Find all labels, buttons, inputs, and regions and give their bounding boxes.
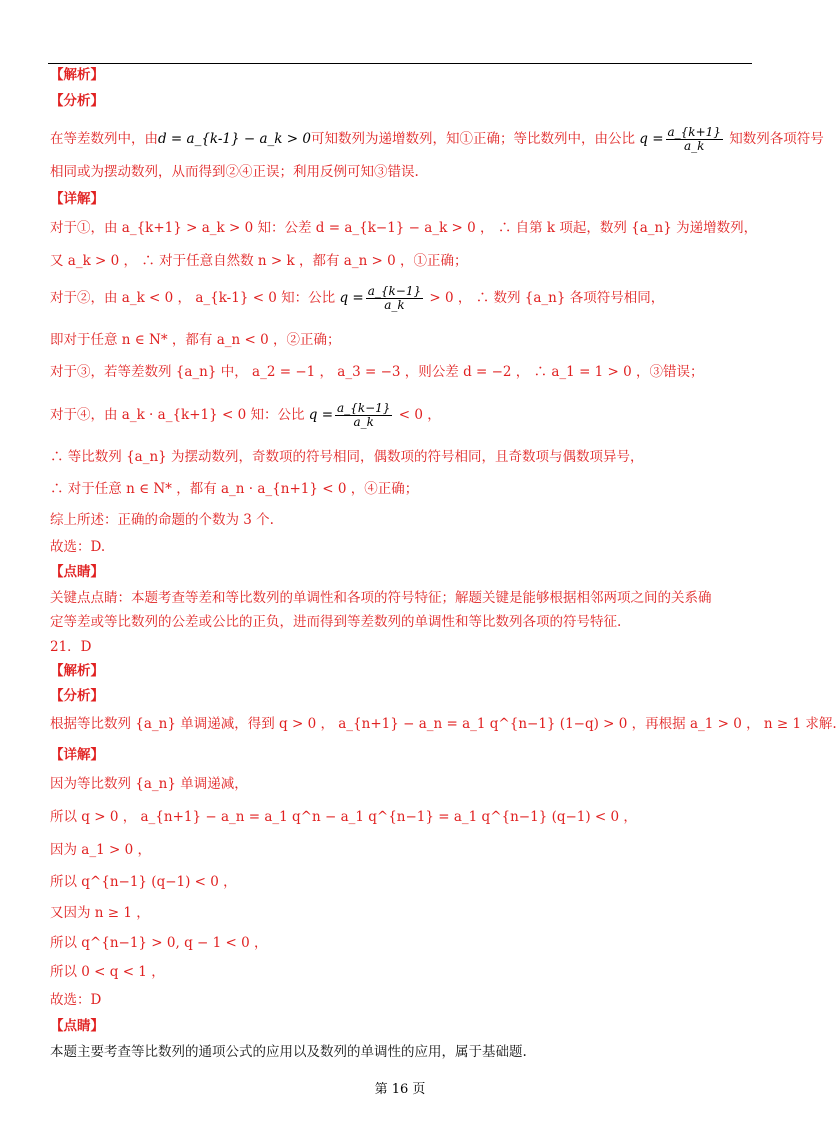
detail-line-1: 对于①，由 a_{k+1} > a_k > 0 知：公差 d = a_{k−1} − a_k > 0 ， ∴ 自第 k 项起，数列 {a_n} 为递增数列， <box>50 220 758 236</box>
analysis-line-1: 在等差数列中，由d = a_{k-1} − a_k > 0可知数列为递增数列，知①正确；等比数列中，由公比 q = $\frac{a\_\{k+1\}}{a\_k}$ 知数列各项符号 <box>50 125 824 153</box>
detail-21-line-7: 所以 0 < q < 1 ， <box>50 964 165 980</box>
section-heading-detail-21: 【详解】 <box>50 747 104 763</box>
analysis-line-2: 相同或为摆动数列，从而得到②④正误；利用反例可知③错误. <box>50 164 419 180</box>
ratio-fraction-3: q = $\frac{a\_\{k-1\}}{a\_k}$ <box>308 401 391 429</box>
top-rule <box>48 63 752 64</box>
section-heading-outline-21: 【分析】 <box>50 688 104 704</box>
answer-line: 故选：D. <box>50 539 106 555</box>
detail-21-line-2: 所以 q > 0 ， a_{n+1} − a_n = a_1 q^n − a_1 q^{n−1} = a_1 q^{n−1} (q−1) < 0 ， <box>50 809 637 825</box>
detail-line-8: ∴ 对于任意 n ∈ N* ，都有 a_n · a_{n+1} < 0 ，④正确； <box>50 481 419 497</box>
detail-line-6: 对于④，由 a_k · a_{k+1} < 0 知：公比 q = $\frac{a\_\{k-1\}}{a\_k}$ < 0 ， <box>50 401 441 429</box>
conclusion-line: 综上所述：正确的命题的个数为 3 个. <box>50 512 274 528</box>
outline-21-line: 根据等比数列 {a_n} 单调递减，得到 q > 0 ， a_{n+1} − a_n = a_1 q^{n−1} (1−q) > 0 ，再根据 a_1 > 0 ， n ≥ 1 求解. <box>50 716 837 732</box>
detail-line-5: 对于③，若等差数列 {a_n} 中， a_2 = −1 ， a_3 = −3 ，则公差 d = −2 ， ∴ a_1 = 1 > 0 ，③错误； <box>50 364 704 380</box>
detail-21-line-6: 所以 q^{n−1} > 0, q − 1 < 0 ， <box>50 935 268 951</box>
detail-21-line-3: 因为 a_1 > 0 ， <box>50 842 151 858</box>
ratio-fraction-2: q = $\frac{a\_\{k-1\}}{a\_k}$ <box>339 284 422 312</box>
section-heading-analysis: 【解析】 <box>50 67 104 83</box>
question-21-answer: 21．D <box>50 639 92 655</box>
tips-21-line: 本题主要考查等比数列的通项公式的应用以及数列的单调性的应用，属于基础题. <box>50 1044 527 1060</box>
detail-21-line-5: 又因为 n ≥ 1 ， <box>50 905 150 921</box>
detail-line-7: ∴ 等比数列 {a_n} 为摆动数列，奇数项的符号相同，偶数项的符号相同，且奇数项与偶数项异号， <box>50 449 644 465</box>
detail-21-line-4: 所以 q^{n−1} (q−1) < 0 ， <box>50 874 237 890</box>
section-heading-detail: 【详解】 <box>50 191 104 207</box>
detail-21-line-1: 因为等比数列 {a_n} 单调递减， <box>50 776 248 792</box>
detail-line-4: 即对于任意 n ∈ N* ，都有 a_n < 0 ，②正确； <box>50 332 341 348</box>
ratio-fraction-1: q = $\frac{a\_\{k+1\}}{a\_k}$ <box>639 125 721 153</box>
detail-line-3: 对于②，由 a_k < 0 ， a_{k-1} < 0 知：公比 q = $\frac{a\_\{k-1\}}{a\_k}$ > 0 ， ∴ 数列 {a_n} 各项符号相同， <box>50 284 665 312</box>
section-heading-outline: 【分析】 <box>50 93 104 109</box>
answer-21-line: 故选：D <box>50 992 102 1008</box>
detail-line-2: 又 a_k > 0 ， ∴ 对于任意自然数 n > k ，都有 a_n > 0 ，①正确； <box>50 253 468 269</box>
tips-line-1: 关键点点睛：本题考查等差和等比数列的单调性和各项的符号特征；解题关键是能够根据相邻两项之间的关系确 <box>50 590 712 606</box>
section-heading-analysis-21: 【解析】 <box>50 663 104 679</box>
tips-line-2: 定等差或等比数列的公差或公比的正负，进而得到等差数列的单调性和等比数列各项的符号特征. <box>50 614 622 630</box>
page-number: 第 16 页 <box>374 1082 426 1097</box>
section-heading-tips: 【点睛】 <box>50 564 104 580</box>
section-heading-tips-21: 【点睛】 <box>50 1018 104 1034</box>
